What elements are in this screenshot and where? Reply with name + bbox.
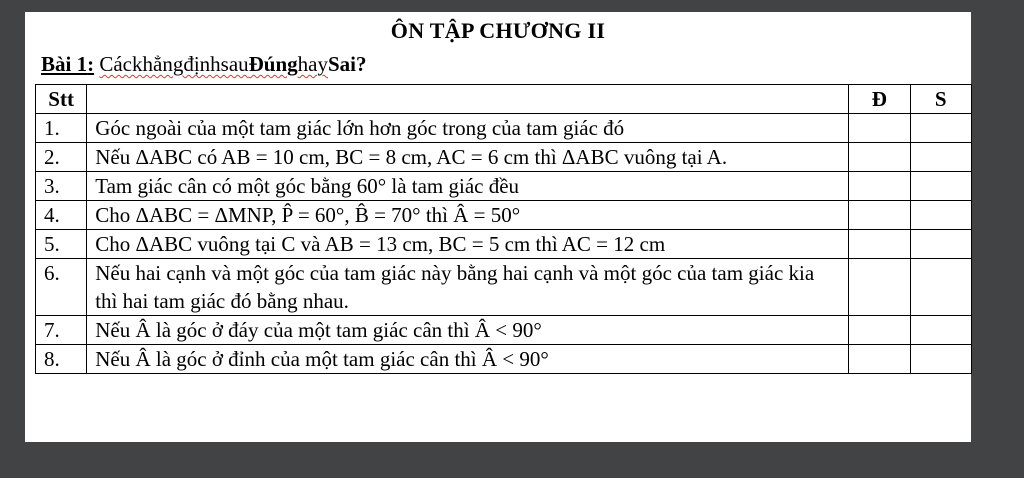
document-page: [25, 12, 971, 442]
row-number: 1.: [36, 114, 87, 143]
row-number: 5.: [36, 230, 87, 259]
answer-true-cell[interactable]: [849, 143, 910, 172]
exercise-word-true: Đúng: [248, 52, 298, 76]
header-content: [87, 85, 849, 114]
answer-false-cell[interactable]: [910, 316, 971, 345]
table-row: [36, 230, 972, 259]
row-number: 8.: [36, 345, 87, 374]
answer-true-cell[interactable]: [849, 259, 910, 316]
answer-true-cell[interactable]: [849, 114, 910, 143]
exercise-lead-text: Cáckhẳngđịnhsau: [99, 52, 249, 76]
row-number: 3.: [36, 172, 87, 201]
answer-false-cell[interactable]: [910, 230, 971, 259]
row-statement: Nếu Â là góc ở đáy của một tam giác cân thì Â < 90°: [87, 316, 849, 345]
answer-true-cell[interactable]: [849, 230, 910, 259]
table-row: [36, 316, 972, 345]
answer-true-cell[interactable]: [849, 172, 910, 201]
row-statement: Cho ΔABC vuông tại C và AB = 13 cm, BC = 5 cm thì AC = 12 cm: [87, 230, 849, 259]
true-false-table: [35, 84, 972, 374]
answer-false-cell[interactable]: [910, 172, 971, 201]
header-true: Đ: [849, 85, 910, 114]
exercise-word-false: Sai: [328, 52, 357, 76]
row-number: 2.: [36, 143, 87, 172]
table-row: [36, 345, 972, 374]
row-number: 7.: [36, 316, 87, 345]
table-header-row: [36, 85, 972, 114]
answer-false-cell[interactable]: [910, 114, 971, 143]
row-statement: Cho ΔABC = ΔMNP, P̂ = 60°, B̂ = 70° thì Â = 50°: [87, 201, 849, 230]
table-row: [36, 143, 972, 172]
answer-false-cell[interactable]: [910, 143, 971, 172]
answer-true-cell[interactable]: [849, 345, 910, 374]
table-row: [36, 259, 972, 316]
answer-false-cell[interactable]: [910, 259, 971, 316]
exercise-heading: [41, 52, 367, 77]
exercise-label: Bài 1: [41, 52, 88, 76]
exercise-label-colon: :: [87, 52, 95, 76]
row-statement: Tam giác cân có một góc bằng 60° là tam giác đều: [87, 172, 849, 201]
table-row: [36, 114, 972, 143]
row-statement: Nếu ΔABC có AB = 10 cm, BC = 8 cm, AC = 6 cm thì ΔABC vuông tại A.: [87, 143, 849, 172]
exercise-qmark: ?: [356, 52, 367, 76]
table-row: [36, 172, 972, 201]
table-row: [36, 201, 972, 230]
answer-false-cell[interactable]: [910, 345, 971, 374]
row-statement: Góc ngoài của một tam giác lớn hơn góc trong của tam giác đó: [87, 114, 849, 143]
row-number: 6.: [36, 259, 87, 316]
exercise-word-or: hay: [297, 52, 328, 76]
page-title: ÔN TẬP CHƯƠNG II: [390, 18, 606, 43]
header-false: S: [910, 85, 971, 114]
row-number: 4.: [36, 201, 87, 230]
answer-false-cell[interactable]: [910, 201, 971, 230]
answer-true-cell[interactable]: [849, 316, 910, 345]
header-stt: Stt: [36, 85, 87, 114]
row-statement: Nếu Â là góc ở đỉnh của một tam giác cân thì Â < 90°: [87, 345, 849, 374]
row-statement: Nếu hai cạnh và một góc của tam giác này bằng hai cạnh và một góc của tam giác kia thì hai tam giác đó bằng nhau.: [87, 259, 849, 316]
answer-true-cell[interactable]: [849, 201, 910, 230]
